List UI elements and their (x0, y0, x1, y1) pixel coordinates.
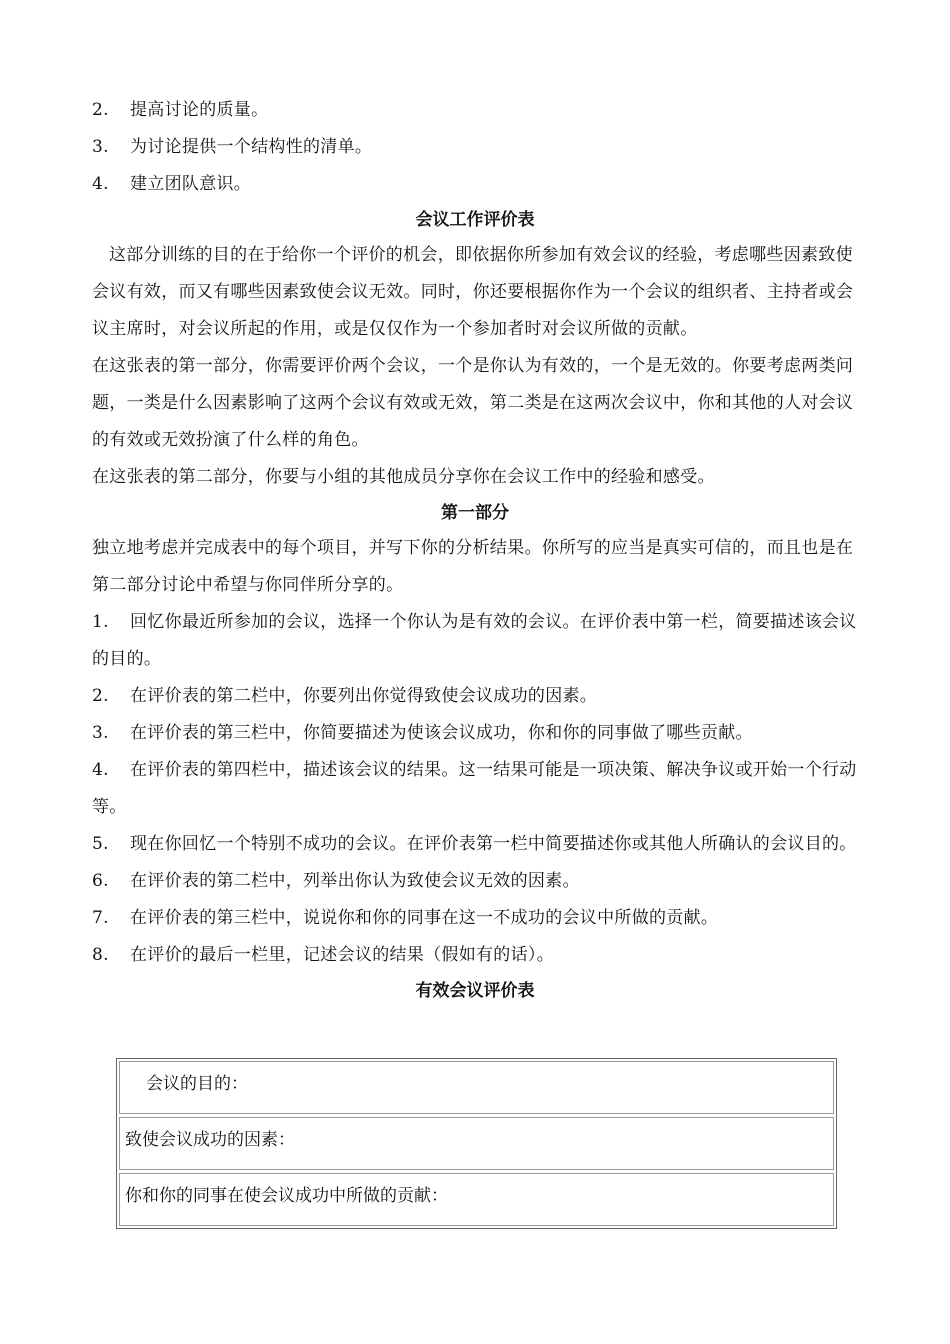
list-item: 5. 现在你回忆一个特别不成功的会议。在评价表第一栏中简要描述你或其他人所确认的会议目的。 (92, 834, 857, 854)
evaluation-table (116, 1058, 837, 1229)
table-row: 致使会议成功的因素： (119, 1117, 834, 1170)
list-item: 8. 在评价的最后一栏里，记述会议的结果（假如有的话）。 (92, 945, 554, 965)
list-item: 2. 提高讨论的质量。 (92, 100, 269, 120)
list-item: 6. 在评价表的第二栏中，列举出你认为致使会议无效的因素。 (92, 871, 580, 891)
part-title: 第一部分 (441, 503, 509, 523)
list-item: 4. 在评价表的第四栏中，描述该会议的结果。这一结果可能是一项决策、解决争议或开始一个行动等。 (92, 760, 857, 817)
table-row: 你和你的同事在使会议成功中所做的贡献： (119, 1173, 834, 1226)
list-item: 3. 在评价表的第三栏中，你简要描述为使该会议成功，你和你的同事做了哪些贡献。 (92, 723, 753, 743)
list-item: 4. 建立团队意识。 (92, 174, 252, 194)
list-item: 7. 在评价表的第三栏中，说说你和你的同事在这一不成功的会议中所做的贡献。 (92, 908, 719, 928)
document-page (92, 92, 858, 1008)
paragraph: 在这张表的第二部分，你要与小组的其他成员分享你在会议工作中的经验和感受。 (92, 467, 715, 487)
table-title: 有效会议评价表 (415, 981, 535, 1001)
list-item: 2. 在评价表的第二栏中，你要列出你觉得致使会议成功的因素。 (92, 686, 598, 706)
list-item: 1. 回忆你最近所参加的会议，选择一个你认为是有效的会议。在评价表中第一栏，简要描述该会议的目的。 (92, 612, 857, 669)
table-row: 会议的目的： (119, 1061, 834, 1114)
list-item: 3. 为讨论提供一个结构性的清单。 (92, 137, 373, 157)
section-title: 会议工作评价表 (415, 210, 535, 230)
paragraph: 这部分训练的目的在于给你一个评价的机会，即依据你所参加有效会议的经验，考虑哪些因素致使会议有效，而又有哪些因素致使会议无效。同时，你还要根据你作为一个会议的组织者、主持者或会议主席时，对会议所起的作用，或是仅仅作为一个参加者时对会议所做的贡献。 (92, 245, 854, 339)
paragraph: 在这张表的第一部分，你需要评价两个会议，一个是你认为有效的，一个是无效的。你要考虑两类问题，一类是什么因素影响了这两个会议有效或无效，第二类是在这两次会议中，你和其他的人对会议的有效或无效扮演了什么样的角色。 (92, 356, 854, 450)
paragraph: 独立地考虑并完成表中的每个项目，并写下你的分析结果。你所写的应当是真实可信的，而且也是在第二部分讨论中希望与你同伴所分享的。 (92, 538, 854, 595)
